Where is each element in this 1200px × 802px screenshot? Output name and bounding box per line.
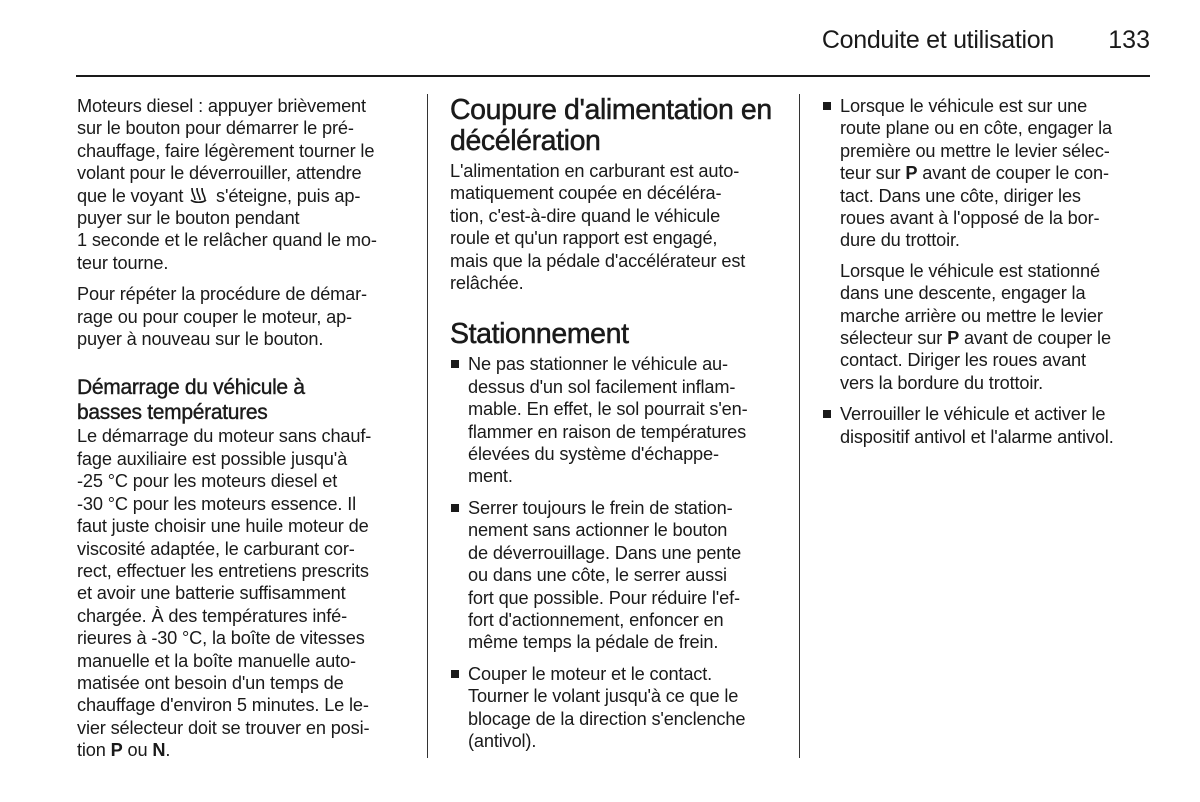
text-line: mais que la pédale d'accélérateur est bbox=[450, 250, 746, 271]
text-line: contact. Diriger les roues avant bbox=[840, 350, 1086, 371]
text-line: flammer en raison de températures bbox=[468, 421, 747, 442]
header-rule bbox=[76, 75, 1150, 77]
text-fragment: avant de couper le bbox=[959, 328, 1111, 349]
text-line: (antivol). bbox=[468, 730, 537, 751]
parking-heading: Stationnement bbox=[450, 318, 629, 351]
diesel-start-paragraph bbox=[77, 95, 409, 274]
text-line bbox=[840, 162, 1162, 184]
gear-position-p: P bbox=[947, 328, 960, 349]
preheating-coil-icon bbox=[190, 186, 208, 204]
bullet-item bbox=[822, 403, 1162, 448]
bullet-item bbox=[450, 663, 784, 753]
text-fragment: . bbox=[165, 740, 171, 761]
gear-position-p: P bbox=[110, 740, 123, 761]
bullet-square-icon bbox=[451, 670, 459, 678]
text-line: rage ou pour couper le moteur, ap- bbox=[77, 306, 352, 327]
text-line: puyer à nouveau sur le bouton. bbox=[77, 329, 324, 350]
text-line: tion, c'est-à-dire quand le véhicule bbox=[450, 205, 721, 226]
text-line: élevées du système d'échappe- bbox=[468, 444, 719, 465]
text-line: Lorsque le véhicule est sur une bbox=[840, 96, 1088, 116]
heading-line: basses températures bbox=[77, 400, 268, 424]
text-line: Couper le moteur et le contact. bbox=[468, 663, 713, 684]
text-line: L'alimentation en carburant est auto- bbox=[450, 161, 740, 181]
column-divider-1 bbox=[427, 94, 428, 758]
text-line: rieures à -30 °C, la boîte de vitesses bbox=[77, 628, 365, 649]
text-line: manuelle et la boîte manuelle auto- bbox=[77, 650, 356, 671]
text-line: 1 seconde et le relâcher quand le mo- bbox=[77, 230, 377, 251]
running-header-title: Conduite et utilisation bbox=[821, 26, 1054, 54]
text-fragment: que le voyant bbox=[77, 185, 189, 206]
text-line: teur tourne. bbox=[77, 252, 169, 273]
text-line: chauffage, faire légèrement tourner le bbox=[77, 140, 375, 161]
bullet-item bbox=[450, 353, 784, 487]
text-line: faut juste choisir une huile moteur de bbox=[77, 516, 369, 537]
text-line: fort d'actionnement, enfoncer en bbox=[468, 609, 724, 630]
text-line bbox=[840, 327, 1162, 349]
gear-position-n: N bbox=[152, 740, 166, 761]
text-fragment: teur sur bbox=[840, 163, 906, 184]
text-line: Serrer toujours le frein de station- bbox=[468, 497, 733, 518]
text-line: dans une descente, engager la bbox=[840, 283, 1086, 304]
text-line: puyer sur le bouton pendant bbox=[77, 208, 300, 229]
fuel-cutoff-paragraph bbox=[450, 160, 784, 294]
text-line: chargée. À des températures infé- bbox=[77, 605, 348, 626]
bullet-item bbox=[822, 95, 1162, 252]
bullet-square-icon bbox=[823, 102, 831, 110]
text-fragment: avant de couper le con- bbox=[917, 163, 1109, 184]
text-line: tact. Dans une côte, diriger les bbox=[840, 185, 1081, 206]
bullet-square-icon bbox=[823, 410, 831, 418]
text-line: volant pour le déverrouiller, attendre bbox=[77, 163, 362, 184]
text-fragment: tion bbox=[77, 740, 111, 761]
text-line: Tourner le volant jusqu'à ce que le bbox=[468, 686, 739, 707]
text-line: fort que possible. Pour réduire l'ef- bbox=[468, 587, 740, 608]
text-line: et avoir une batterie suffisamment bbox=[77, 583, 346, 604]
column-middle bbox=[450, 95, 784, 761]
fuel-cutoff-heading bbox=[450, 95, 784, 157]
text-line: sur le bouton pour démarrer le pré- bbox=[77, 118, 354, 139]
text-line: Verrouiller le véhicule et activer le bbox=[840, 404, 1106, 425]
text-line: Ne pas stationner le véhicule au- bbox=[468, 354, 728, 375]
text-line: roule et qu'un rapport est engagé, bbox=[450, 228, 718, 249]
cold-start-subheading bbox=[77, 376, 409, 425]
text-line: blocage de la direction s'enclenche bbox=[468, 708, 746, 729]
text-line: ou dans une côte, le serrer aussi bbox=[468, 565, 727, 586]
text-fragment: s'éteigne, puis ap- bbox=[211, 185, 361, 206]
text-line: matisée ont besoin d'un temps de bbox=[77, 672, 344, 693]
text-line: roues avant à l'opposé de la bor- bbox=[840, 208, 1100, 229]
heading-line: décélération bbox=[450, 125, 601, 157]
text-line: même temps la pédale de frein. bbox=[468, 632, 719, 653]
text-line: marche arrière ou mettre le levier bbox=[840, 305, 1103, 326]
text-line: -30 °C pour les moteurs essence. Il bbox=[77, 493, 357, 514]
column-right bbox=[822, 95, 1162, 457]
text-fragment: ou bbox=[122, 740, 153, 761]
bullet-square-icon bbox=[451, 504, 459, 512]
text-line: rect, effectuer les entretiens prescrits bbox=[77, 560, 369, 581]
page-number: 133 bbox=[1108, 26, 1150, 54]
text-line: dessus d'un sol facilement inflam- bbox=[468, 376, 736, 397]
text-line: première ou mettre le levier sélec- bbox=[840, 140, 1110, 161]
text-line: dure du trottoir. bbox=[840, 230, 960, 251]
text-line: nement sans actionner le bouton bbox=[468, 520, 728, 541]
text-line: Pour répéter la procédure de démar- bbox=[77, 284, 367, 305]
text-line: chauffage d'environ 5 minutes. Le le- bbox=[77, 695, 369, 716]
text-line: vers la bordure du trottoir. bbox=[840, 372, 1044, 393]
heading-line: Coupure d'alimentation en bbox=[450, 94, 772, 126]
text-line bbox=[77, 739, 409, 761]
text-line: vier sélecteur doit se trouver en posi- bbox=[77, 717, 370, 738]
text-line: mable. En effet, le sol pourrait s'en- bbox=[468, 399, 748, 420]
text-line: Le démarrage du moteur sans chauf- bbox=[77, 426, 372, 447]
cold-start-paragraph bbox=[77, 425, 409, 761]
text-line: ment. bbox=[468, 466, 513, 487]
bullet-square-icon bbox=[451, 360, 459, 368]
text-line: dispositif antivol et l'alarme antivol. bbox=[840, 426, 1114, 447]
text-fragment: sélecteur sur bbox=[840, 328, 948, 349]
column-left bbox=[77, 95, 409, 771]
text-line: route plane ou en côte, engager la bbox=[840, 118, 1112, 139]
text-line: Moteurs diesel : appuyer brièvement bbox=[77, 96, 366, 116]
downhill-parking-paragraph bbox=[822, 260, 1162, 394]
text-line: Lorsque le véhicule est stationné bbox=[840, 260, 1100, 281]
text-line: matiquement coupée en décéléra- bbox=[450, 183, 722, 204]
text-line bbox=[77, 185, 409, 207]
column-divider-2 bbox=[799, 94, 800, 758]
text-line: -25 °C pour les moteurs diesel et bbox=[77, 471, 338, 492]
gear-position-p: P bbox=[905, 163, 918, 184]
heading-line: Démarrage du véhicule à bbox=[77, 376, 305, 400]
repeat-procedure-paragraph bbox=[77, 283, 409, 350]
text-line: viscosité adaptée, le carburant cor- bbox=[77, 538, 355, 559]
text-line: relâchée. bbox=[450, 273, 524, 294]
bullet-item bbox=[450, 497, 784, 654]
text-line: fage auxiliaire est possible jusqu'à bbox=[77, 448, 348, 469]
text-line: de déverrouillage. Dans une pente bbox=[468, 542, 742, 563]
